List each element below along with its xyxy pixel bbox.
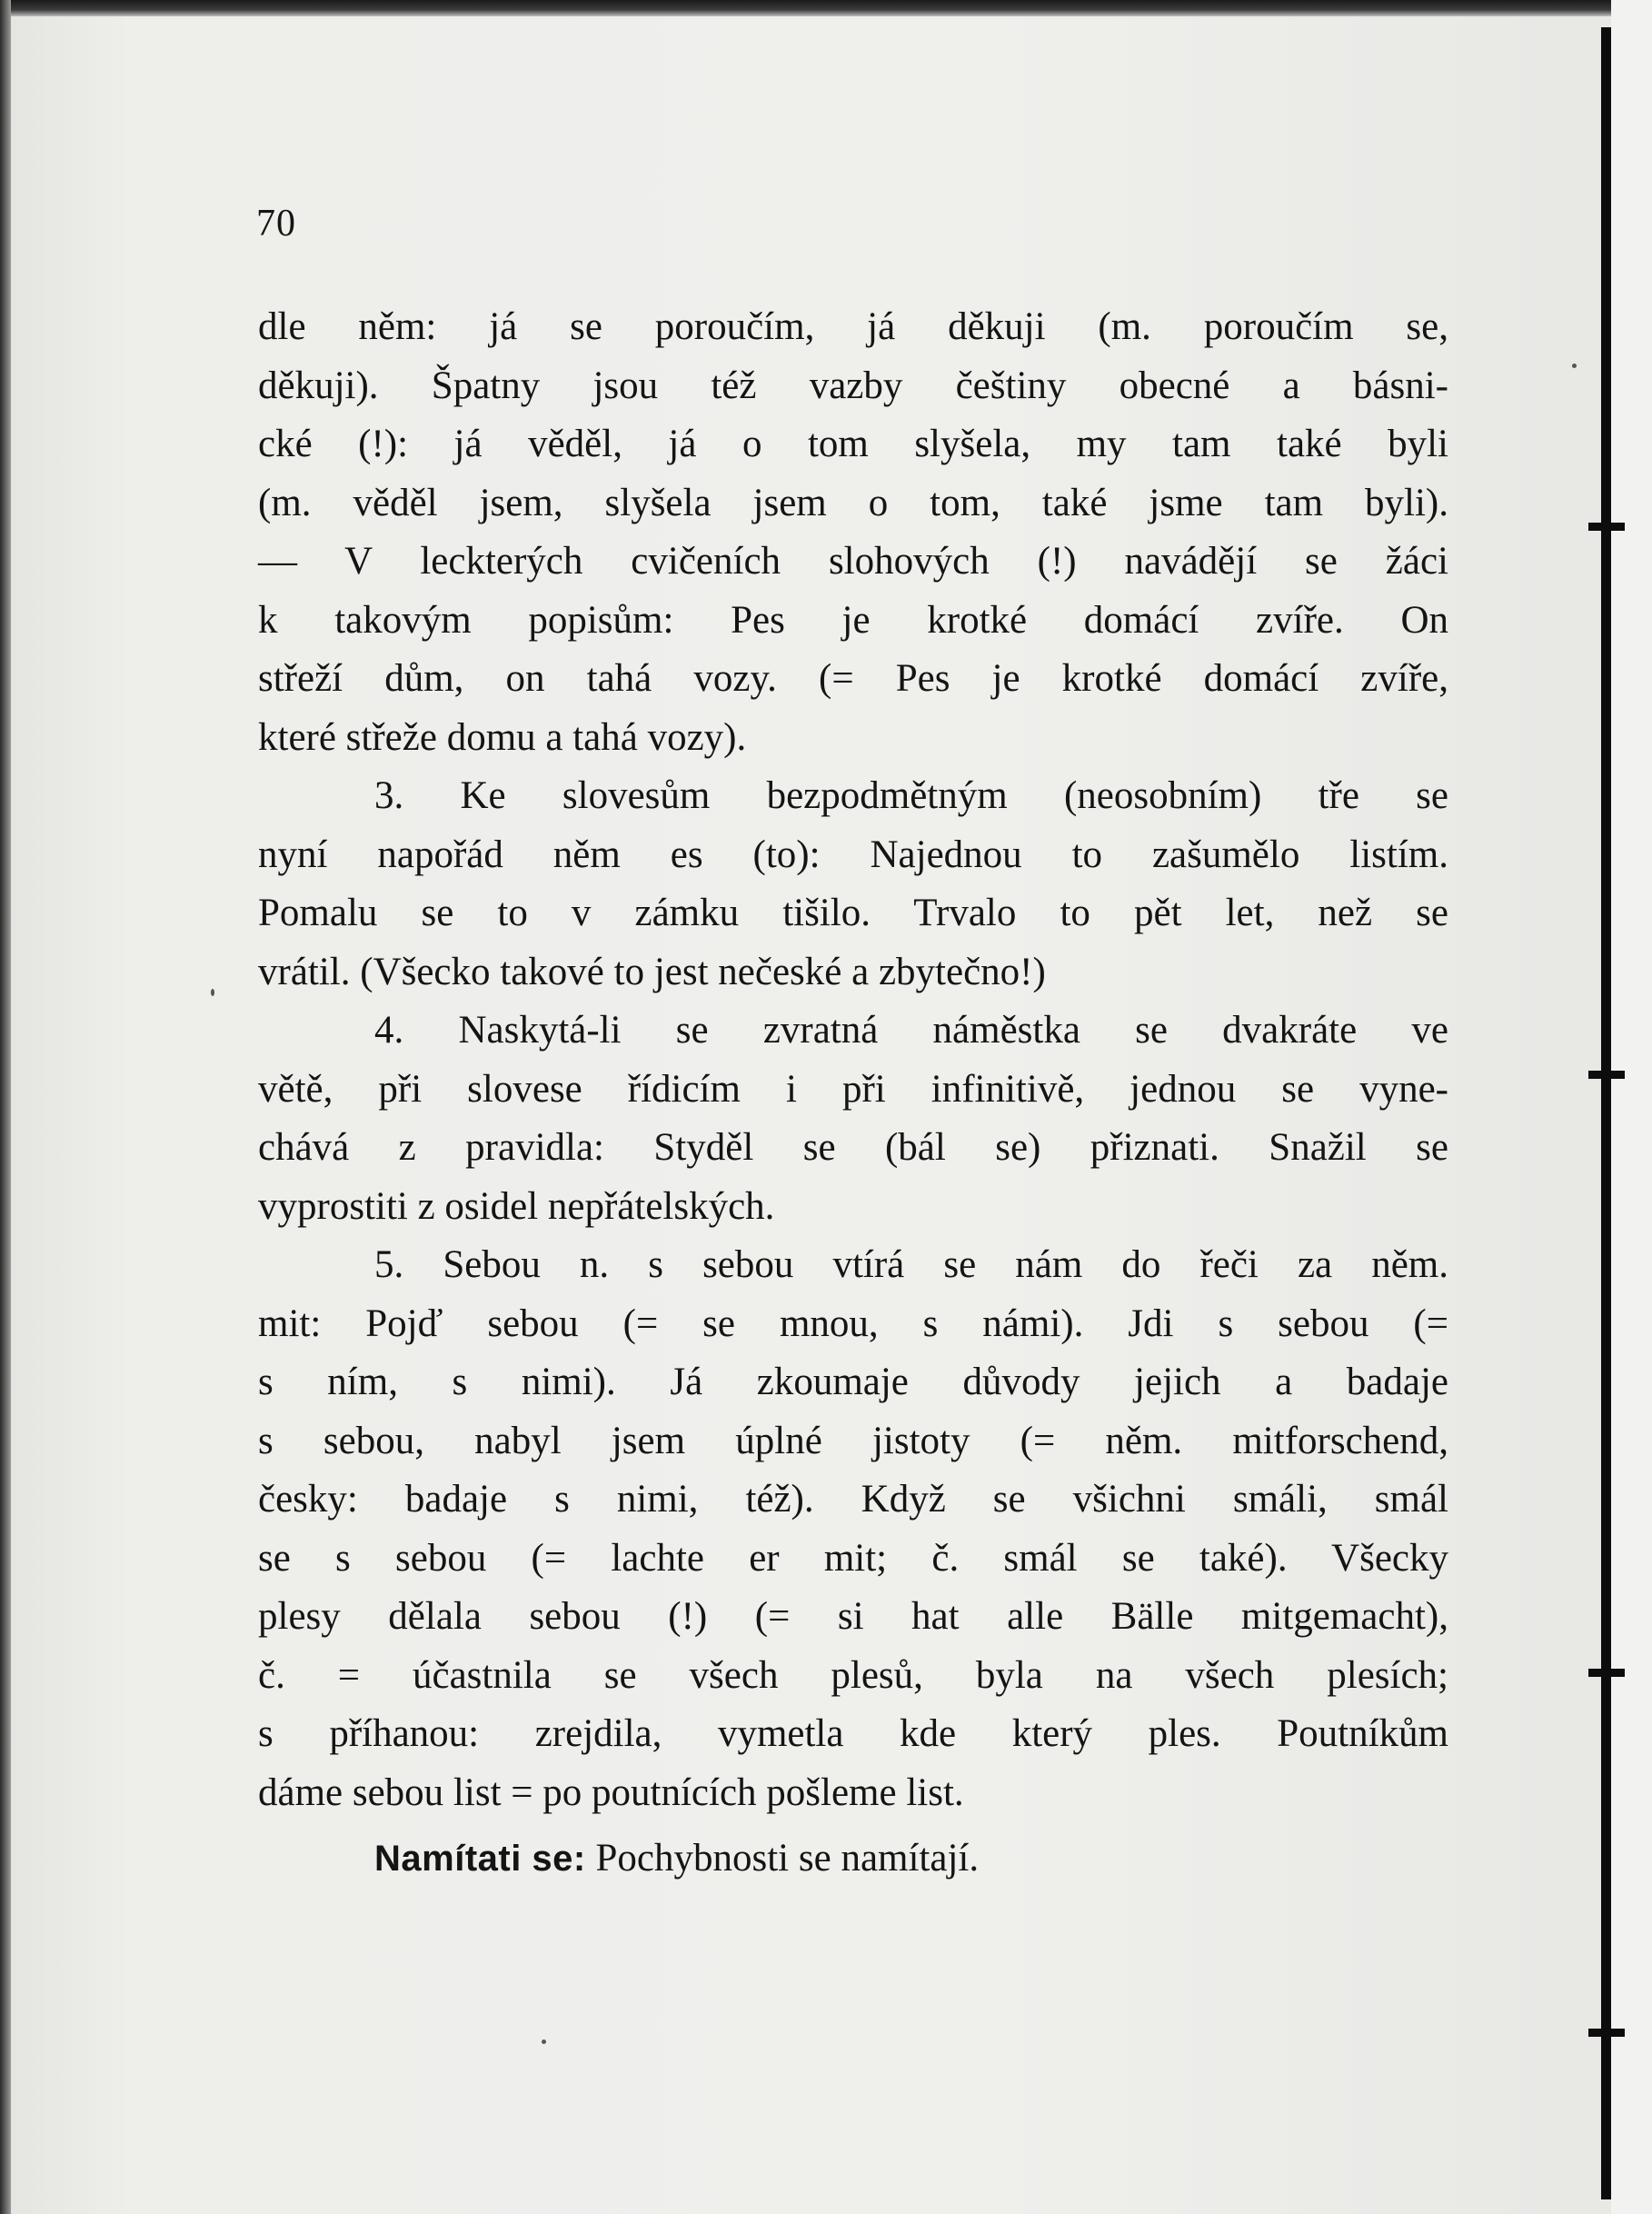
binding-tick (1588, 1669, 1625, 1677)
scan-speck (211, 989, 214, 996)
binding-rule (1601, 27, 1611, 2199)
scan-speck (1572, 364, 1577, 368)
text-line: s ním, s nimi). Já zkoumaje důvody jejich a badaje (258, 1361, 1448, 1403)
right-margin (1611, 0, 1652, 2214)
text-line: mit: Pojď sebou (= se mnou, s námi). Jdi s sebou (= (258, 1301, 1448, 1345)
binding-tick (1588, 1071, 1625, 1079)
text-line: děkuji). Špatny jsou též vazby češtiny obecné a básni- (258, 364, 1448, 407)
entry-heading (258, 1830, 1448, 1889)
text-line: se s sebou (= lachte er mit; č. smál se také). Všecky (258, 1536, 1448, 1580)
text-line: k takovým popisům: Pes je krotké domácí zvíře. On (258, 598, 1448, 642)
text-line: s příhanou: zrejdila, vymetla kde který ples. Poutníkům (258, 1712, 1448, 1755)
body-text (258, 298, 1448, 1889)
paragraph-4-start: 4. Naskytá-li se zvratná náměstka se dvakráte ve (374, 1009, 1448, 1052)
text-line: střeží dům, on tahá vozy. (= Pes je krotké domácí zvíře, (258, 657, 1448, 700)
text-line: větě, při slovese řídicím i při infinitivě, jednou se vyne- (258, 1067, 1448, 1111)
text-line: vrátil. (Všecko takové to jest nečeské a zbytečno!) (258, 950, 1046, 993)
text-line: které střeže domu a tahá vozy). (258, 715, 747, 759)
paragraph-5-start: 5. Sebou n. s sebou vtírá se nám do řeči za něm. (374, 1243, 1448, 1286)
page-left-edge (0, 0, 11, 2214)
text-line: dle něm: já se poroučím, já děkuji (m. poroučím se, (258, 305, 1448, 348)
text-line: vyprostiti z osidel nepřátelských. (258, 1184, 775, 1228)
text-line: s sebou, nabyl jsem úplné jistoty (= něm. mitforschend, (258, 1419, 1448, 1462)
text-line: — V leckterých cvičeních slohových (!) navádějí se žáci (258, 540, 1448, 583)
page-number: 70 (256, 203, 296, 244)
text-line: plesy dělala sebou (!) (= si hat alle Bälle mitgemacht), (258, 1595, 1448, 1638)
text-line: cké (!): já věděl, já o tom slyšela, my tam také byli (258, 423, 1448, 465)
text-line: dáme sebou list = po poutnících pošleme list. (258, 1770, 964, 1814)
text-line: Pomalu se to v zámku tišilo. Trvalo to pět let, než se (258, 892, 1448, 934)
text-line: (m. věděl jsem, slyšela jsem o tom, také jsme tam byli). (258, 481, 1448, 524)
entry-term: Namítati se: (374, 1839, 586, 1879)
binding-tick (1588, 2029, 1625, 2037)
text-line: nyní napořád něm es (to): Najednou to zašumělo listím. (258, 833, 1448, 876)
text-line: česky: badaje s nimi, též). Když se všichni smáli, smál (258, 1478, 1448, 1521)
entry-example: Pochybnosti se namítají. (595, 1837, 980, 1880)
text-line: č. = účastnila se všech plesů, byla na všech plesích; (258, 1653, 1448, 1697)
binding-tick (1588, 523, 1625, 531)
paragraph-3-start: 3. Ke slovesům bezpodmětným (neosobním) tře se (374, 774, 1448, 817)
scan-speck (542, 2039, 546, 2044)
text-line: chává z pravidla: Styděl se (bál se) přiznati. Snažil se (258, 1126, 1448, 1169)
page-top-edge (0, 0, 1652, 16)
